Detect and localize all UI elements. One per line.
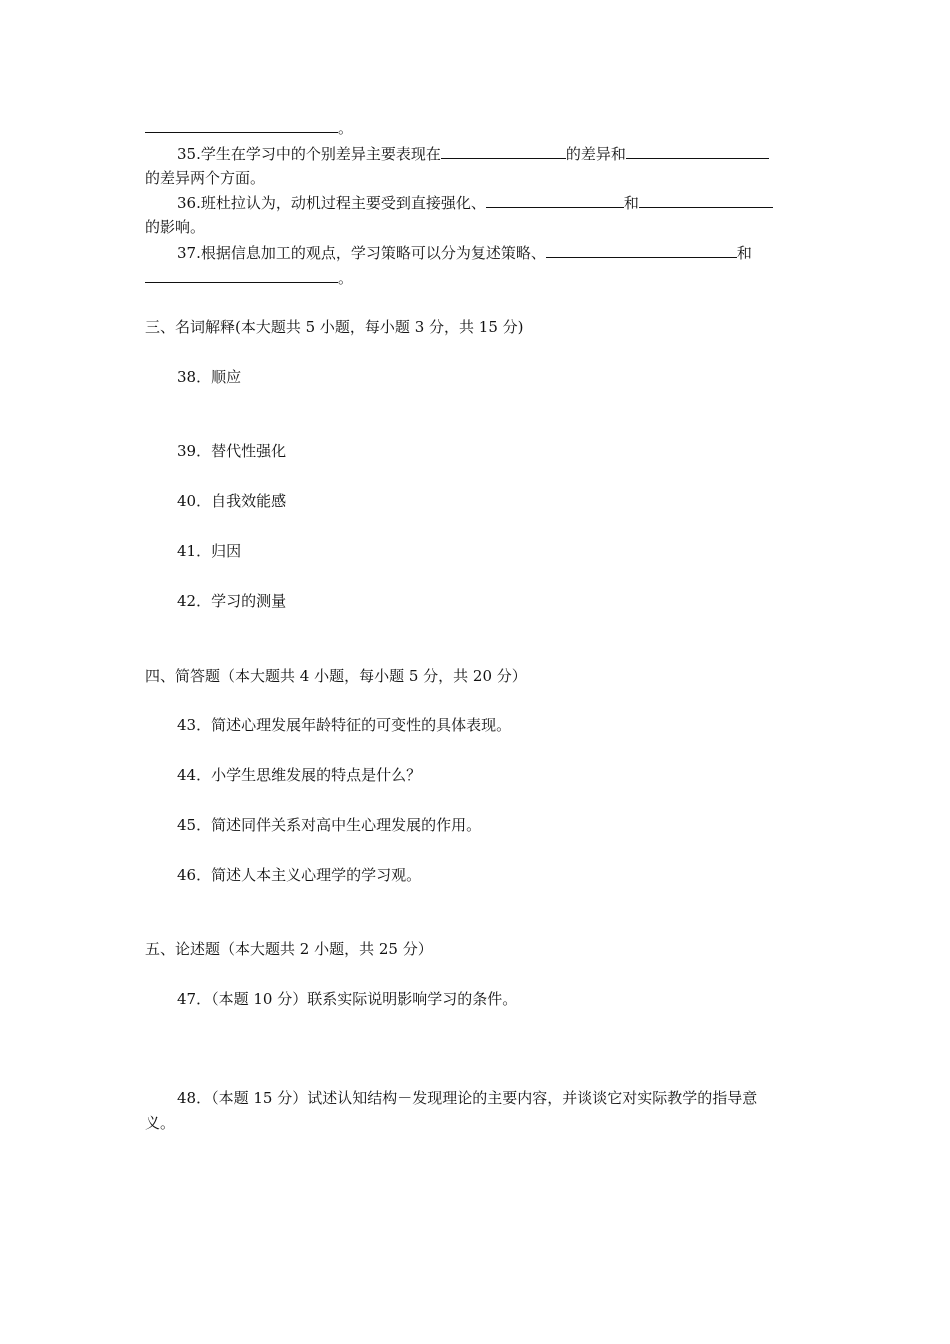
question-text: 学生在学习中的个别差异主要表现在 [200,145,441,163]
question-36-line1 [177,193,773,213]
answer-blank[interactable] [145,118,338,133]
answer-blank[interactable] [486,193,624,208]
answer-blank[interactable] [441,144,566,159]
question-35-line2: 的差异两个方面。 [145,169,266,187]
section-3-heading: 三、名词解释(本大题共 5 小题，每小题 3 分，共 15 分) [145,318,524,336]
answer-blank[interactable] [639,193,773,208]
term-item: 42．学习的测量 [177,592,287,610]
section-5-heading: 五、论述题（本大题共 2 小题，共 25 分） [145,940,433,958]
section-4-heading: 四、简答题（本大题共 4 小题，每小题 5 分，共 20 分） [145,667,527,685]
question-37-line1 [177,243,752,263]
question-text: 和 [736,244,752,262]
question-text: 的差异和 [565,145,626,163]
question-text: 根据信息加工的观点，学习策略可以分为复述策略、 [200,244,546,262]
question-number: 36. [177,194,201,212]
question-text: 班杜拉认为，动机过程主要受到直接强化、 [200,194,486,212]
term-item: 41．归因 [177,542,242,560]
term-item: 39．替代性强化 [177,442,287,460]
question-number: 35. [177,145,201,163]
line-end: 。 [338,269,354,287]
question-36-line2: 的影响。 [145,218,206,236]
term-item: 38．顺应 [177,368,242,386]
answer-blank[interactable] [626,144,769,159]
question-text: 和 [623,194,639,212]
term-item: 40．自我效能感 [177,492,287,510]
essay-question-48-line2: 义。 [145,1114,176,1132]
short-answer-item: 43．简述心理发展年龄特征的可变性的具体表现。 [177,716,512,734]
answer-blank[interactable] [145,268,338,283]
question-35-line1 [177,144,769,164]
carryover-end: 。 [338,119,354,137]
essay-question-48-line1: 48．（本题 15 分）试述认知结构－发现理论的主要内容，并谈谈它对实际教学的指导意 [177,1089,758,1107]
answer-blank[interactable] [546,243,737,258]
question-number: 37. [177,244,201,262]
short-answer-item: 46．简述人本主义心理学的学习观。 [177,866,422,884]
question-37-line2 [145,268,353,288]
short-answer-item: 45．简述同伴关系对高中生心理发展的作用。 [177,816,482,834]
short-answer-item: 44．小学生思维发展的特点是什么？ [177,766,422,784]
essay-question-47: 47．（本题 10 分）联系实际说明影响学习的条件。 [177,990,518,1008]
carryover-line [145,118,353,138]
